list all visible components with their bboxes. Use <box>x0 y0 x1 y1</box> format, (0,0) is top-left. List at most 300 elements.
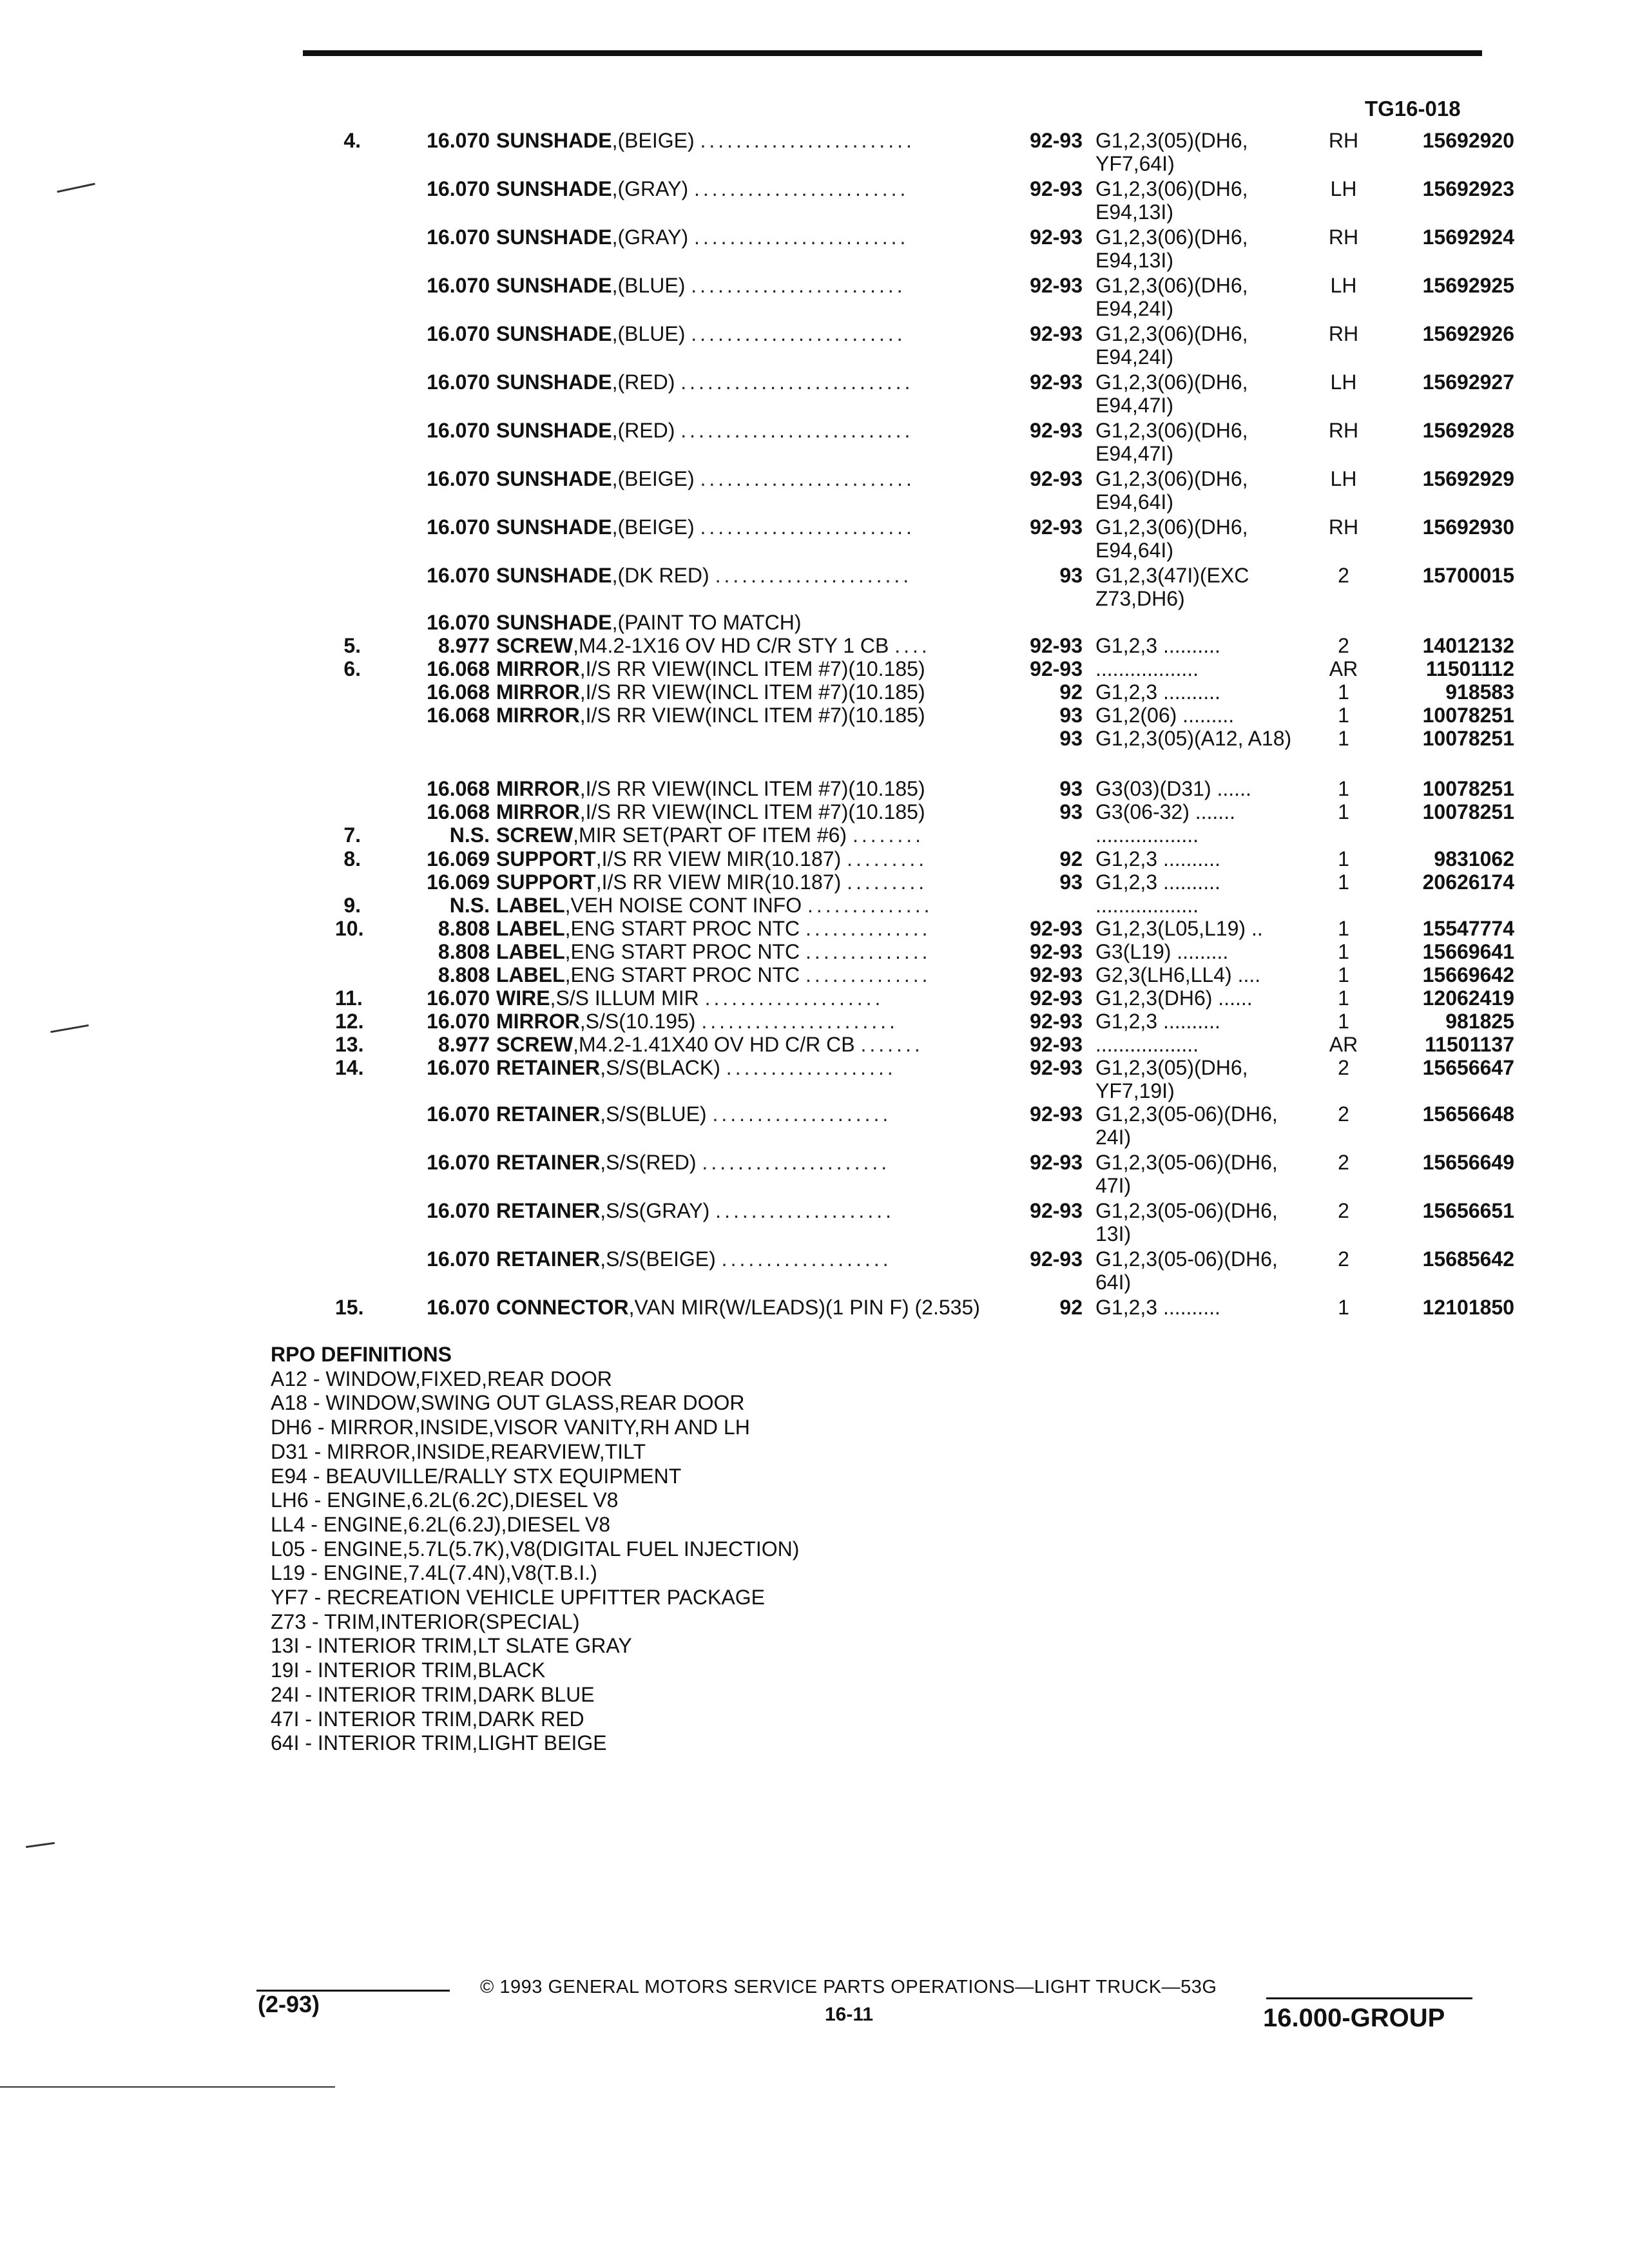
part-description <box>496 634 1012 658</box>
quantity: 1 <box>1338 917 1349 940</box>
leader-dots: .......................... <box>680 370 914 394</box>
part-number: 15692930 <box>1422 515 1514 539</box>
model-usage: G3(L19) ......... <box>1095 940 1229 963</box>
quantity: 1 <box>1338 1010 1349 1033</box>
part-description <box>496 1056 1012 1080</box>
group-number: 16.070 <box>427 370 490 394</box>
group-number: 16.069 <box>427 870 490 894</box>
part-row <box>0 1056 1629 1102</box>
part-number: 12101850 <box>1422 1296 1514 1319</box>
model-usage: G1,2,3(06)(DH6, E94,64I) <box>1095 467 1248 514</box>
item-number: 4. <box>343 129 361 152</box>
group-number: 8.808 <box>438 963 490 986</box>
part-detail: ,M4.2-1X16 OV HD C/R STY 1 CB <box>573 634 889 657</box>
part-row <box>0 129 1629 175</box>
model-year: 93 <box>1059 704 1083 727</box>
model-usage: G1,2,3(06)(DH6, E94,64I) <box>1095 515 1248 562</box>
part-row <box>0 1033 1629 1059</box>
rpo-definition: D31 - MIRROR,INSIDE,REARVIEW,TILT <box>271 1439 646 1463</box>
part-number: 15547774 <box>1422 917 1514 940</box>
quantity: RH <box>1328 515 1359 539</box>
quantity: RH <box>1328 419 1359 442</box>
part-name: SUNSHADE <box>496 177 612 200</box>
rpo-definition: 47I - INTERIOR TRIM,DARK RED <box>271 1707 584 1731</box>
part-detail: ,S/S ILLUM MIR <box>550 986 699 1010</box>
part-detail: ,VEH NOISE CONT INFO <box>564 894 802 917</box>
quantity: 1 <box>1338 680 1349 704</box>
group-number: 16.069 <box>427 847 490 870</box>
part-number: 15692927 <box>1422 370 1514 394</box>
model-year: 92-93 <box>1030 274 1083 297</box>
quantity: 1 <box>1338 704 1349 727</box>
part-detail: ,MIR SET(PART OF ITEM #6) <box>573 823 847 847</box>
part-description <box>496 657 1012 681</box>
model-year: 92-93 <box>1030 226 1083 249</box>
part-name: SUNSHADE <box>496 322 612 345</box>
model-usage: G1,2,3(06)(DH6, E94,24I) <box>1095 322 1248 369</box>
rpo-definition: LL4 - ENGINE,6.2L(6.2J),DIESEL V8 <box>271 1512 611 1536</box>
part-detail: ,ENG START PROC NTC <box>564 963 800 986</box>
part-description <box>496 1033 1012 1057</box>
item-number: 15. <box>335 1296 364 1319</box>
leader-dots: ........ <box>852 823 925 847</box>
leader-dots: ......... <box>847 870 928 894</box>
part-detail: ,I/S RR VIEW MIR(10.187) <box>595 870 842 894</box>
item-number: 6. <box>343 657 361 680</box>
model-usage: .................. <box>1095 657 1199 680</box>
quantity: 2 <box>1338 564 1349 587</box>
part-number: 15692924 <box>1422 226 1514 249</box>
model-year: 92-93 <box>1030 634 1083 657</box>
part-number: 15692929 <box>1422 467 1514 490</box>
part-detail: ,(RED) <box>612 370 675 394</box>
part-row <box>0 823 1629 849</box>
part-row <box>0 1102 1629 1149</box>
part-description <box>496 1010 1012 1033</box>
model-usage: G1,2,3(06)(DH6, E94,13I) <box>1095 177 1248 224</box>
part-description <box>496 800 1012 824</box>
group-number: 16.070 <box>427 564 490 587</box>
quantity: RH <box>1328 226 1359 249</box>
group-number: 8.977 <box>438 634 490 657</box>
leader-dots: ........................ <box>691 322 906 345</box>
leader-dots: .............. <box>805 940 931 963</box>
part-row <box>0 727 1629 753</box>
part-name: SCREW <box>496 1033 574 1056</box>
part-detail: ,(GRAY) <box>612 226 689 249</box>
model-usage: G3(03)(D31) ...... <box>1095 777 1251 800</box>
part-row <box>0 515 1629 562</box>
part-name: WIRE <box>496 986 550 1010</box>
figure-id: TG16-018 <box>1365 97 1461 120</box>
part-description <box>496 177 1012 201</box>
rpo-definition: E94 - BEAUVILLE/RALLY STX EQUIPMENT <box>271 1464 682 1488</box>
leader-dots: .............. <box>805 963 931 986</box>
part-detail: ,S/S(GRAY) <box>600 1199 710 1222</box>
part-row <box>0 1010 1629 1035</box>
part-description <box>496 564 1012 588</box>
group-number: 16.070 <box>427 986 490 1010</box>
part-detail: ,(BLUE) <box>612 274 686 297</box>
quantity: 1 <box>1338 986 1349 1010</box>
part-name: MIRROR <box>496 704 580 727</box>
model-usage: G1,2(06) ......... <box>1095 704 1235 727</box>
group-number: 16.070 <box>427 1056 490 1079</box>
part-detail: ,(BEIGE) <box>612 515 695 539</box>
quantity: AR <box>1329 1033 1358 1056</box>
leader-dots: ........................ <box>700 515 915 539</box>
part-description <box>496 322 1012 346</box>
group-number: 16.070 <box>427 611 490 634</box>
part-number: 11501137 <box>1425 1033 1514 1056</box>
part-number: 15656651 <box>1422 1199 1514 1222</box>
model-usage: G2,3(LH6,LL4) .... <box>1095 963 1261 986</box>
footer-date: (2-93) <box>258 1991 320 2017</box>
model-year: 92-93 <box>1030 129 1083 152</box>
model-usage: G1,2,3(05)(DH6, YF7,64I) <box>1095 129 1248 175</box>
quantity: AR <box>1329 657 1358 680</box>
part-detail: ,VAN MIR(W/LEADS)(1 PIN F) (2.535) <box>628 1296 980 1319</box>
part-description <box>496 870 1012 894</box>
model-year: 92 <box>1059 847 1083 870</box>
model-usage: G1,2,3(05-06)(DH6, 24I) <box>1095 1102 1278 1149</box>
group-number: 8.808 <box>438 940 490 963</box>
model-usage: G1,2,3 .......... <box>1095 634 1220 657</box>
rpo-definition: 64I - INTERIOR TRIM,LIGHT BEIGE <box>271 1731 607 1755</box>
leader-dots: ........................ <box>693 177 909 200</box>
part-description <box>496 1247 1012 1271</box>
model-year: 92-93 <box>1030 1102 1083 1126</box>
model-year: 92-93 <box>1030 1151 1083 1174</box>
rpo-definition: 19I - INTERIOR TRIM,BLACK <box>271 1658 546 1682</box>
model-year: 92-93 <box>1030 1056 1083 1079</box>
item-number: 8. <box>343 847 361 870</box>
part-detail: ,S/S(BLACK) <box>600 1056 720 1079</box>
part-name: SUNSHADE <box>496 274 612 297</box>
part-name: MIRROR <box>496 777 580 800</box>
part-detail: ,I/S RR VIEW(INCL ITEM #7)(10.185) <box>579 800 925 823</box>
part-detail: ,I/S RR VIEW(INCL ITEM #7)(10.185) <box>579 704 925 727</box>
rpo-heading: RPO DEFINITIONS <box>271 1343 452 1366</box>
part-detail: ,S/S(BEIGE) <box>600 1247 716 1271</box>
part-number: 15669642 <box>1422 963 1514 986</box>
part-row <box>0 322 1629 369</box>
part-name: SUNSHADE <box>496 564 612 587</box>
group-number: 16.070 <box>427 322 490 345</box>
part-name: RETAINER <box>496 1199 601 1222</box>
quantity: 2 <box>1338 1199 1349 1222</box>
model-year: 92-93 <box>1030 419 1083 442</box>
item-number: 7. <box>343 823 361 847</box>
rpo-definition: A18 - WINDOW,SWING OUT GLASS,REAR DOOR <box>271 1391 745 1415</box>
leader-dots: ......... <box>847 847 928 870</box>
group-number: 16.070 <box>427 1151 490 1174</box>
quantity: 2 <box>1338 1247 1349 1271</box>
part-row <box>0 917 1629 943</box>
group-number: 8.808 <box>438 917 490 940</box>
model-usage: .................. <box>1095 894 1199 917</box>
model-usage: G1,2,3(05-06)(DH6, 13I) <box>1095 1199 1278 1245</box>
part-description <box>496 611 1012 635</box>
part-detail: ,I/S RR VIEW(INCL ITEM #7)(10.185) <box>579 680 925 704</box>
item-number: 12. <box>335 1010 364 1033</box>
part-description <box>496 1199 1012 1223</box>
part-number: 10078251 <box>1422 800 1514 823</box>
group-number: 16.068 <box>427 777 490 800</box>
group-number: 16.068 <box>427 704 490 727</box>
part-number: 12062419 <box>1422 986 1514 1010</box>
part-description <box>496 777 1012 801</box>
model-year: 92-93 <box>1030 1199 1083 1222</box>
part-description <box>496 226 1012 249</box>
part-detail: ,(GRAY) <box>612 177 689 200</box>
part-description <box>496 370 1012 394</box>
part-number: 10078251 <box>1422 777 1514 800</box>
part-detail: ,(BLUE) <box>612 322 686 345</box>
rpo-definition: YF7 - RECREATION VEHICLE UPFITTER PACKAGE <box>271 1586 765 1610</box>
model-year: 92 <box>1059 1296 1083 1319</box>
model-usage: G1,2,3(47I)(EXC Z73,DH6) <box>1095 564 1249 610</box>
model-year: 93 <box>1059 564 1083 587</box>
part-name: LABEL <box>496 940 565 963</box>
group-number: 16.070 <box>427 1247 490 1271</box>
part-name: SUNSHADE <box>496 226 612 249</box>
group-number: 16.068 <box>427 657 490 680</box>
model-usage: G1,2,3(06)(DH6, E94,13I) <box>1095 226 1248 272</box>
item-number: 11. <box>335 986 363 1010</box>
part-row <box>0 274 1629 320</box>
part-detail: ,(RED) <box>612 419 675 442</box>
part-name: LABEL <box>496 894 565 917</box>
part-detail: ,(BEIGE) <box>612 129 695 152</box>
part-row <box>0 370 1629 417</box>
quantity: 2 <box>1338 634 1349 657</box>
item-number: 14. <box>335 1056 364 1079</box>
model-year: 92-93 <box>1030 1010 1083 1033</box>
quantity: LH <box>1330 177 1357 200</box>
part-detail: ,(DK RED) <box>612 564 709 587</box>
leader-dots: ........................ <box>700 467 915 490</box>
model-year: 92-93 <box>1030 657 1083 680</box>
quantity: LH <box>1330 370 1357 394</box>
part-number: 9831062 <box>1434 847 1514 870</box>
group-number: N.S. <box>449 823 490 847</box>
group-number: 16.070 <box>427 1102 490 1126</box>
part-description <box>496 515 1012 539</box>
rpo-definition: L05 - ENGINE,5.7L(5.7K),V8(DIGITAL FUEL INJECTION) <box>271 1537 800 1561</box>
rpo-definition: DH6 - MIRROR,INSIDE,VISOR VANITY,RH AND LH <box>271 1416 750 1439</box>
part-row <box>0 940 1629 966</box>
group-number: 16.070 <box>427 1199 490 1222</box>
leader-dots: ..................... <box>702 1151 891 1174</box>
group-number: 16.068 <box>427 680 490 704</box>
part-row <box>0 226 1629 272</box>
leader-dots: ...................... <box>701 1010 898 1033</box>
part-name: LABEL <box>496 917 565 940</box>
leader-dots: .......................... <box>680 419 914 442</box>
part-number: 15692926 <box>1422 322 1514 345</box>
leader-dots: .................... <box>712 1102 892 1126</box>
model-usage: G1,2,3(DH6) ...... <box>1095 986 1253 1010</box>
part-number: 11501112 <box>1425 657 1514 680</box>
quantity: 1 <box>1338 777 1349 800</box>
model-usage: G1,2,3(05-06)(DH6, 47I) <box>1095 1151 1278 1197</box>
part-row <box>0 894 1629 919</box>
part-row <box>0 704 1629 729</box>
model-usage: G1,2,3(05)(DH6, YF7,19I) <box>1095 1056 1248 1102</box>
part-description <box>496 986 1012 1010</box>
leader-dots: ....... <box>860 1033 923 1056</box>
page-number: 16-11 <box>825 2004 874 2025</box>
leader-dots: ................... <box>726 1056 896 1079</box>
part-description <box>496 274 1012 298</box>
part-name: MIRROR <box>496 657 580 680</box>
part-name: MIRROR <box>496 1010 580 1033</box>
part-name: SUPPORT <box>496 870 596 894</box>
part-row <box>0 870 1629 896</box>
group-number: 16.070 <box>427 1010 490 1033</box>
part-row <box>0 800 1629 826</box>
part-number: 10078251 <box>1422 727 1514 750</box>
margin-mark <box>0 2086 335 2088</box>
part-description <box>496 940 1012 964</box>
footer-rule-right <box>1266 1997 1472 1999</box>
part-name: RETAINER <box>496 1056 601 1079</box>
part-name: SUNSHADE <box>496 515 612 539</box>
model-usage: G1,2,3(06)(DH6, E94,24I) <box>1095 274 1248 320</box>
part-row <box>0 777 1629 803</box>
model-usage: G1,2,3(06)(DH6, E94,47I) <box>1095 419 1248 465</box>
part-number: 15656648 <box>1422 1102 1514 1126</box>
part-row <box>0 467 1629 514</box>
model-usage: G1,2,3 .......... <box>1095 847 1220 870</box>
model-year: 92-93 <box>1030 1033 1083 1056</box>
leader-dots: ................... <box>721 1247 892 1271</box>
rpo-definition: 24I - INTERIOR TRIM,DARK BLUE <box>271 1682 595 1706</box>
part-description <box>496 1151 1012 1175</box>
model-year: 92-93 <box>1030 467 1083 490</box>
group-number: 16.070 <box>427 226 490 249</box>
quantity: RH <box>1328 129 1359 152</box>
part-detail: ,ENG START PROC NTC <box>564 917 800 940</box>
leader-dots: .... <box>894 634 930 657</box>
group-number: 16.070 <box>427 419 490 442</box>
quantity: 1 <box>1338 847 1349 870</box>
part-description <box>496 823 1012 847</box>
part-name: MIRROR <box>496 680 580 704</box>
model-usage: G1,2,3(06)(DH6, E94,47I) <box>1095 370 1248 417</box>
model-year: 93 <box>1059 800 1083 823</box>
quantity: LH <box>1330 274 1357 297</box>
model-year: 93 <box>1059 870 1083 894</box>
model-year: 92-93 <box>1030 177 1083 200</box>
rpo-definition: L19 - ENGINE,7.4L(7.4N),V8(T.B.I.) <box>271 1561 597 1585</box>
quantity: 1 <box>1338 727 1349 750</box>
part-detail: ,I/S RR VIEW(INCL ITEM #7)(10.185) <box>579 657 925 680</box>
group-number: 16.070 <box>427 177 490 200</box>
part-detail: ,S/S(10.195) <box>579 1010 696 1033</box>
item-number: 9. <box>343 894 361 917</box>
part-description <box>496 467 1012 491</box>
rpo-definition: Z73 - TRIM,INTERIOR(SPECIAL) <box>271 1610 580 1633</box>
part-number: 15656649 <box>1422 1151 1514 1174</box>
quantity: 1 <box>1338 963 1349 986</box>
part-detail: ,I/S RR VIEW MIR(10.187) <box>595 847 842 870</box>
quantity: 2 <box>1338 1151 1349 1174</box>
part-row <box>0 1199 1629 1245</box>
part-row <box>0 177 1629 224</box>
model-usage: .................. <box>1095 1033 1199 1056</box>
model-usage: G1,2,3 .......... <box>1095 1010 1220 1033</box>
group-number: 16.070 <box>427 515 490 539</box>
part-row <box>0 963 1629 989</box>
leader-dots: .............. <box>805 917 931 940</box>
part-name: SUNSHADE <box>496 370 612 394</box>
model-usage: G1,2,3(L05,L19) .. <box>1095 917 1263 940</box>
part-name: SUNSHADE <box>496 611 612 634</box>
margin-mark <box>26 1842 55 1848</box>
part-name: SCREW <box>496 823 574 847</box>
quantity: 1 <box>1338 940 1349 963</box>
item-number: 5. <box>343 634 361 657</box>
leader-dots: .............. <box>807 894 933 917</box>
model-year: 92-93 <box>1030 322 1083 345</box>
part-number: 15656647 <box>1422 1056 1514 1079</box>
part-row <box>0 657 1629 683</box>
model-year: 92-93 <box>1030 1247 1083 1271</box>
leader-dots: ........................ <box>691 274 906 297</box>
part-name: SUPPORT <box>496 847 596 870</box>
rpo-definition: A12 - WINDOW,FIXED,REAR DOOR <box>271 1367 612 1390</box>
part-number: 15700015 <box>1422 564 1514 587</box>
model-year: 92-93 <box>1030 986 1083 1010</box>
part-row <box>0 680 1629 706</box>
part-row <box>0 1296 1629 1321</box>
group-number: 16.070 <box>427 1296 490 1319</box>
quantity: 1 <box>1338 870 1349 894</box>
part-number: 15692928 <box>1422 419 1514 442</box>
group-number: 16.070 <box>427 129 490 152</box>
part-description <box>496 680 1012 704</box>
part-name: MIRROR <box>496 800 580 823</box>
item-number: 10. <box>335 917 364 940</box>
part-detail: ,(PAINT TO MATCH) <box>612 611 802 634</box>
quantity: LH <box>1330 467 1357 490</box>
part-number: 15692925 <box>1422 274 1514 297</box>
part-number: 918583 <box>1445 680 1514 704</box>
part-description <box>496 894 1012 918</box>
model-usage: G1,2,3 .......... <box>1095 870 1220 894</box>
model-year: 92-93 <box>1030 515 1083 539</box>
model-usage: .................. <box>1095 823 1199 847</box>
model-year: 92-93 <box>1030 370 1083 394</box>
model-usage: G1,2,3 .......... <box>1095 1296 1220 1319</box>
part-number: 15669641 <box>1422 940 1514 963</box>
part-detail: ,M4.2-1.41X40 OV HD C/R CB <box>573 1033 855 1056</box>
part-description <box>496 847 1012 871</box>
part-description <box>496 1296 1012 1320</box>
part-name: CONNECTOR <box>496 1296 629 1319</box>
model-year: 93 <box>1059 777 1083 800</box>
part-row <box>0 847 1629 873</box>
model-year: 92 <box>1059 680 1083 704</box>
part-number: 10078251 <box>1422 704 1514 727</box>
part-row <box>0 1247 1629 1294</box>
quantity: 1 <box>1338 800 1349 823</box>
part-name: SUNSHADE <box>496 467 612 490</box>
rpo-definitions <box>271 1343 799 1756</box>
model-usage: G1,2,3(05-06)(DH6, 64I) <box>1095 1247 1278 1294</box>
